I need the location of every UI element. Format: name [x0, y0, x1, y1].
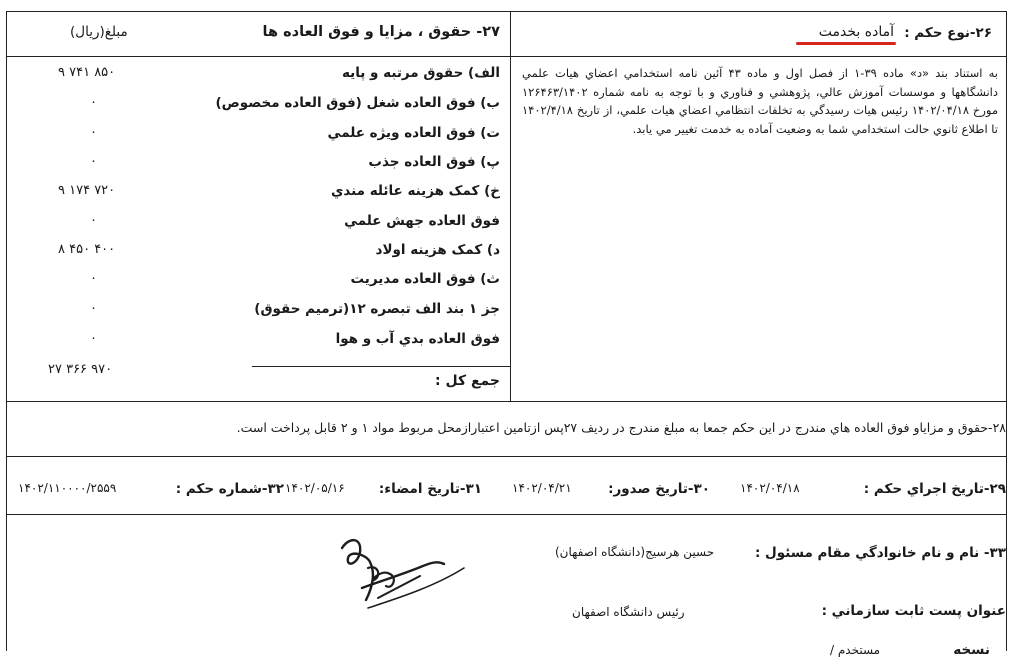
decree-number-label: ۳۲-شماره حکم :	[175, 481, 284, 497]
row-label: پ) فوق العاده جذب	[368, 154, 500, 170]
post-title-value: رئيس دانشگاه اصفهان	[572, 605, 685, 619]
header-divider	[6, 56, 1006, 57]
left-border	[6, 11, 7, 651]
row-label: الف) حقوق مرتبه و پايه	[341, 65, 500, 81]
row-amount: ۰	[90, 331, 97, 346]
row-amount: ۰	[90, 154, 97, 169]
row-label: ت) فوق العاده ويژه علمي	[327, 125, 500, 141]
row-label: جز ۱ بند الف تبصره ۱۲(ترميم حقوق)	[254, 301, 500, 317]
total-amount: ۲۷ ۳۶۶ ۹۷۰	[48, 362, 113, 377]
row-label: ب) فوق العاده شغل (فوق العاده مخصوص)	[215, 95, 500, 111]
section27-title: ۲۷- حقوق ، مزايا و فوق العاده ها	[262, 24, 500, 40]
official-name-label: ۳۳- نام و نام خانوادگي مقام مسئول :	[754, 545, 1006, 561]
top-border	[6, 11, 1006, 12]
row-label: خ) کمک هزينه عائله مندي	[330, 183, 500, 199]
issue-date-value: ۱۴۰۲/۰۴/۲۱	[512, 481, 572, 495]
row-label: د) کمک هزينه اولاد	[375, 242, 500, 258]
row-amount: ۸ ۴۵۰ ۴۰۰	[58, 242, 116, 257]
exec-date-label: ۲۹-تاريخ اجراي حکم :	[863, 481, 1006, 497]
section28-top-border	[6, 401, 1006, 402]
red-underline	[796, 42, 896, 45]
post-title-label: عنوان پست ثابت سازماني :	[821, 603, 1006, 619]
row-amount: ۰	[90, 271, 97, 286]
row-underline	[252, 366, 510, 367]
row-amount: ۰	[90, 125, 97, 140]
signature	[332, 528, 472, 618]
sign-date-value: ۱۴۰۲/۰۵/۱۶	[285, 481, 345, 495]
column-divider	[510, 11, 511, 401]
row-amount: ۰	[90, 213, 97, 228]
right-border	[1006, 11, 1007, 651]
exec-date-value: ۱۴۰۲/۰۴/۱۸	[740, 481, 800, 495]
row-amount: ۹ ۷۴۱ ۸۵۰	[58, 65, 116, 80]
section28-text: ۲۸-حقوق و مزاياو فوق العاده هاي مندرج در اين حکم جمعا به مبلغ مندرج در رديف ۲۷پس ازتامين اعتبارازمحل مربوط مواد ۱ و ۲ قابل پرداخت است.	[236, 420, 1006, 435]
copy-value: مستخدم /	[830, 643, 881, 657]
sign-date-label: ۳۱-تاريخ امضاء:	[378, 481, 482, 497]
section26-paragraph: به استناد بند «د» ماده ۳۹-۱ از فصل اول و ماده ۴۳ آئین نامه استخدامي اعضاي هيات علمي دانشگاهها و موسسات آموزش عالي، پژوهشي و فناوري و با توجه به نامه شماره ۱۲۶۴۶۳/۱۴۰۲ مورخ ۱۴۰۲/۰۴/۱۸ رئيس هيات رسيدگي به تخلفات انتظامي اعضاي هيات علمي، از تاريخ ۱۴۰۲/۴/۱۸ تا اطلاع ثانوي حالت استخدامي شما به وضعيت آماده به خدمت تغيير مي يابد.	[522, 66, 999, 136]
row-amount: ۰	[90, 301, 97, 316]
total-label: جمع کل :	[434, 373, 500, 389]
row-label: ث) فوق العاده مديريت	[350, 271, 500, 287]
row-amount: ۰	[90, 95, 97, 110]
row-label: فوق العاده بدي آب و هوا	[335, 331, 500, 347]
section28-bottom-border	[6, 456, 1006, 457]
official-name-value: حسين هرسيج(دانشگاه اصفهان)	[555, 545, 715, 559]
row-amount: ۹ ۱۷۴ ۷۲۰	[58, 183, 116, 198]
issue-date-label: ۳۰-تاريخ صدور:	[608, 481, 710, 497]
copy-label: نسخه	[953, 642, 990, 658]
section26-value: آماده بخدمت	[818, 24, 894, 40]
row-label: فوق العاده جهش علمي	[344, 213, 500, 229]
decree-number-value: ۱۴۰۲/۱۱۰۰۰۰/۲۵۵۹	[18, 481, 117, 495]
section26-title: ۲۶-نوع حکم :	[904, 25, 992, 41]
amount-header: مبلغ(ريال)	[70, 24, 128, 40]
dates-bottom-border	[6, 514, 1006, 515]
